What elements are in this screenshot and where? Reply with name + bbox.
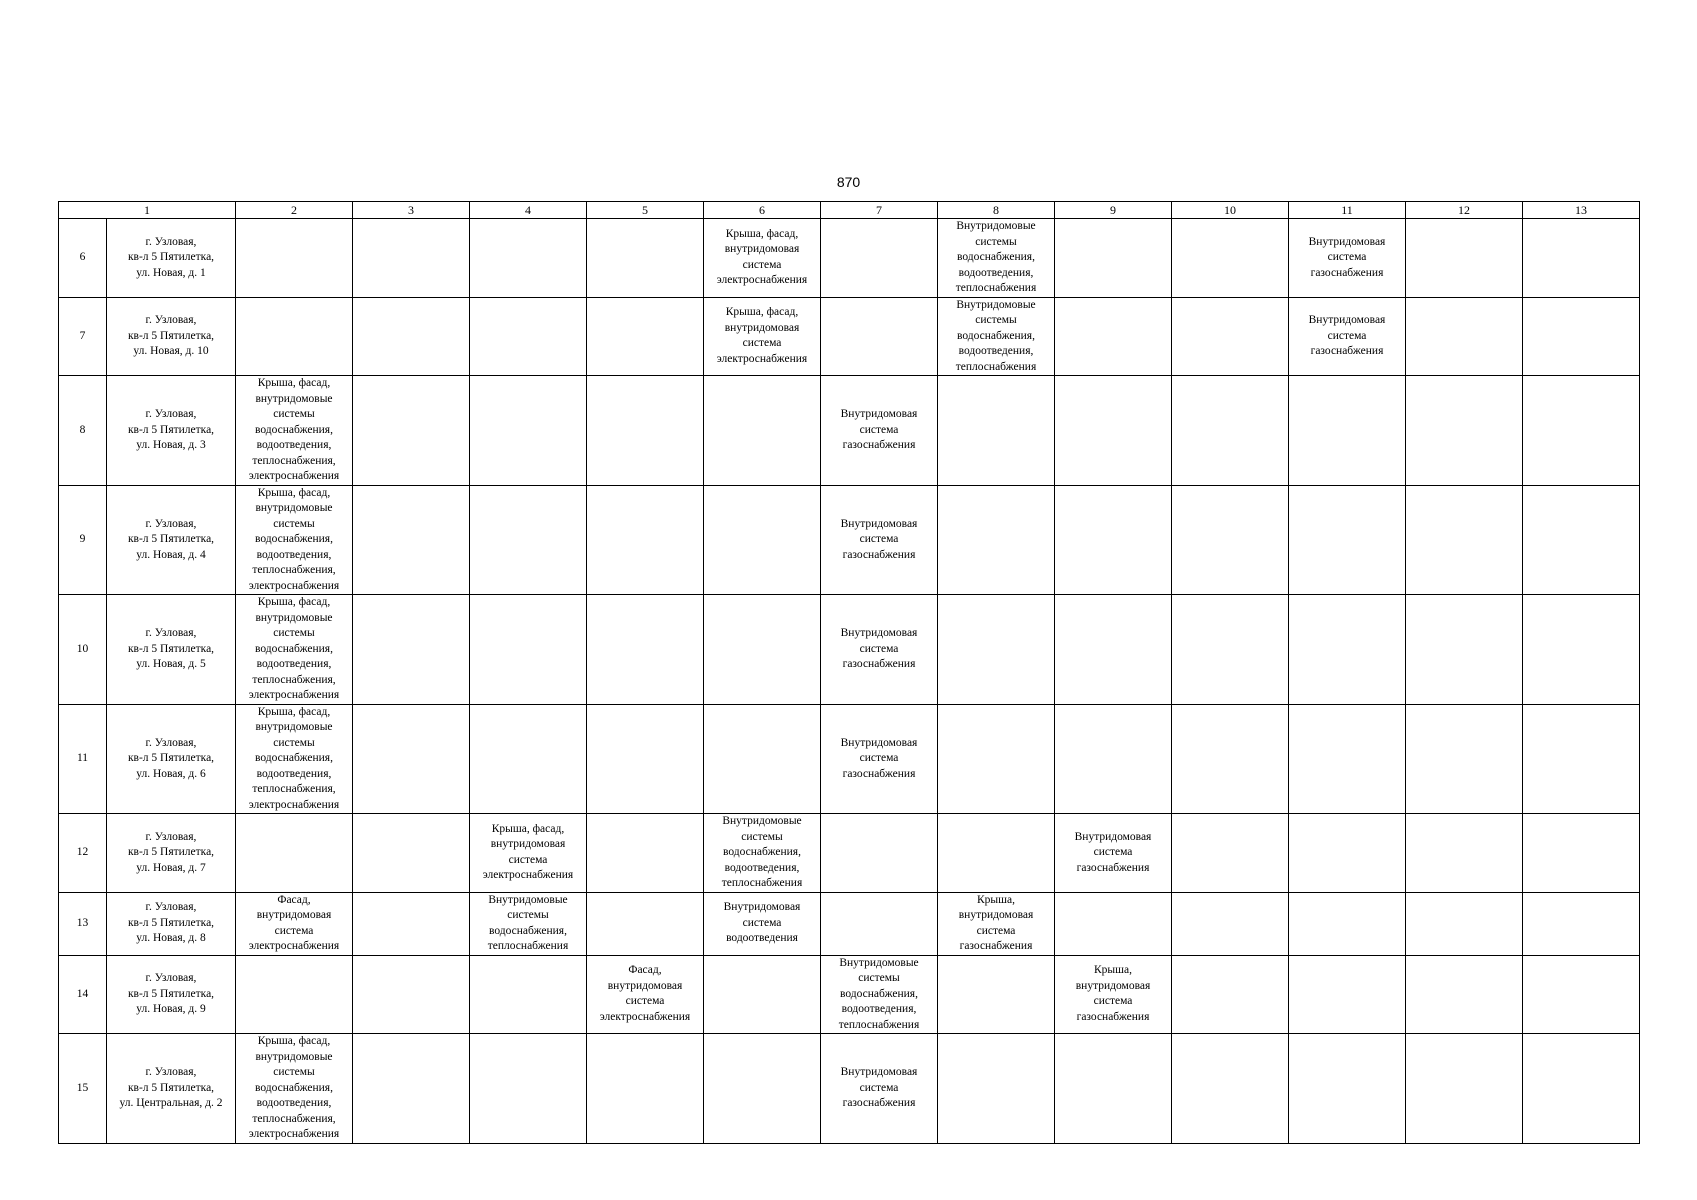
work-cell-col-12	[1406, 219, 1523, 298]
work-cell-col-13	[1523, 1034, 1640, 1144]
work-cell-col-6: Внутридомовые системы водоснабжения, водоотведения, теплоснабжения	[704, 814, 821, 893]
address-cell: г. Узловая, кв-л 5 Пятилетка, ул. Новая, д. 7	[107, 814, 236, 893]
table-row	[59, 376, 1640, 486]
work-cell-col-9	[1055, 219, 1172, 298]
header-cell: 5	[587, 202, 704, 219]
work-cell-col-11	[1289, 1034, 1406, 1144]
work-cell-col-10	[1172, 219, 1289, 298]
work-cell-col-2: Фасад, внутридомовая система электроснабжения	[236, 892, 353, 955]
work-cell-col-5: Фасад, внутридомовая система электроснабжения	[587, 955, 704, 1034]
work-cell-col-7: Внутридомовая система газоснабжения	[821, 704, 938, 814]
work-cell-col-8	[938, 376, 1055, 486]
row-number: 8	[59, 376, 107, 486]
work-cell-col-10	[1172, 892, 1289, 955]
work-cell-col-6: Внутридомовая система водоотведения	[704, 892, 821, 955]
work-cell-col-8	[938, 1034, 1055, 1144]
work-cell-col-11	[1289, 814, 1406, 893]
work-cell-col-5	[587, 814, 704, 893]
work-cell-col-10	[1172, 595, 1289, 705]
row-number: 10	[59, 595, 107, 705]
work-cell-col-9: Крыша, внутридомовая система газоснабжения	[1055, 955, 1172, 1034]
work-cell-col-6	[704, 376, 821, 486]
work-cell-col-7	[821, 219, 938, 298]
table-header	[59, 202, 1640, 219]
work-cell-col-4	[470, 704, 587, 814]
address-cell: г. Узловая, кв-л 5 Пятилетка, ул. Новая, д. 1	[107, 219, 236, 298]
work-cell-col-11	[1289, 955, 1406, 1034]
work-cell-col-11: Внутридомовая система газоснабжения	[1289, 297, 1406, 376]
work-cell-col-9	[1055, 297, 1172, 376]
work-cell-col-7: Внутридомовая система газоснабжения	[821, 1034, 938, 1144]
work-cell-col-7: Внутридомовая система газоснабжения	[821, 595, 938, 705]
work-cell-col-8	[938, 955, 1055, 1034]
work-cell-col-9	[1055, 704, 1172, 814]
work-cell-col-9	[1055, 1034, 1172, 1144]
work-cell-col-13	[1523, 595, 1640, 705]
work-cell-col-7: Внутридомовая система газоснабжения	[821, 485, 938, 595]
work-cell-col-11	[1289, 595, 1406, 705]
work-cell-col-9	[1055, 485, 1172, 595]
work-cell-col-8	[938, 485, 1055, 595]
work-cell-col-12	[1406, 376, 1523, 486]
row-number: 11	[59, 704, 107, 814]
work-cell-col-4	[470, 376, 587, 486]
work-cell-col-4	[470, 1034, 587, 1144]
table-row	[59, 704, 1640, 814]
work-cell-col-11	[1289, 704, 1406, 814]
address-cell: г. Узловая, кв-л 5 Пятилетка, ул. Новая, д. 8	[107, 892, 236, 955]
table-row	[59, 485, 1640, 595]
row-number: 15	[59, 1034, 107, 1144]
work-cell-col-9	[1055, 595, 1172, 705]
work-cell-col-11	[1289, 376, 1406, 486]
work-cell-col-13	[1523, 814, 1640, 893]
work-cell-col-2: Крыша, фасад, внутридомовые системы водоснабжения, водоотведения, теплоснабжения, электроснабжения	[236, 704, 353, 814]
header-cell: 4	[470, 202, 587, 219]
work-cell-col-9: Внутридомовая система газоснабжения	[1055, 814, 1172, 893]
address-cell: г. Узловая, кв-л 5 Пятилетка, ул. Новая, д. 5	[107, 595, 236, 705]
work-cell-col-12	[1406, 485, 1523, 595]
work-cell-col-4	[470, 219, 587, 298]
work-cell-col-8	[938, 704, 1055, 814]
work-cell-col-4	[470, 485, 587, 595]
work-cell-col-3	[353, 814, 470, 893]
work-cell-col-13	[1523, 297, 1640, 376]
work-cell-col-2: Крыша, фасад, внутридомовые системы водоснабжения, водоотведения, теплоснабжения, электроснабжения	[236, 1034, 353, 1144]
work-cell-col-11	[1289, 892, 1406, 955]
work-cell-col-3	[353, 595, 470, 705]
work-cell-col-12	[1406, 892, 1523, 955]
work-cell-col-13	[1523, 704, 1640, 814]
work-cell-col-5	[587, 595, 704, 705]
work-cell-col-6: Крыша, фасад, внутридомовая система электроснабжения	[704, 219, 821, 298]
address-cell: г. Узловая, кв-л 5 Пятилетка, ул. Новая, д. 10	[107, 297, 236, 376]
work-cell-col-4	[470, 955, 587, 1034]
work-cell-col-7: Внутридомовая система газоснабжения	[821, 376, 938, 486]
work-cell-col-13	[1523, 892, 1640, 955]
table-row	[59, 297, 1640, 376]
header-row	[59, 202, 1640, 219]
table-row	[59, 595, 1640, 705]
work-cell-col-13	[1523, 376, 1640, 486]
work-cell-col-7: Внутридомовые системы водоснабжения, водоотведения, теплоснабжения	[821, 955, 938, 1034]
schedule-table	[58, 201, 1640, 1144]
work-cell-col-2: Крыша, фасад, внутридомовые системы водоснабжения, водоотведения, теплоснабжения, электроснабжения	[236, 485, 353, 595]
header-cell: 10	[1172, 202, 1289, 219]
header-cell: 12	[1406, 202, 1523, 219]
work-cell-col-2: Крыша, фасад, внутридомовые системы водоснабжения, водоотведения, теплоснабжения, электроснабжения	[236, 595, 353, 705]
work-cell-col-2	[236, 297, 353, 376]
work-cell-col-8: Внутридомовые системы водоснабжения, водоотведения, теплоснабжения	[938, 297, 1055, 376]
header-cell: 3	[353, 202, 470, 219]
work-cell-col-5	[587, 1034, 704, 1144]
header-cell: 11	[1289, 202, 1406, 219]
work-cell-col-13	[1523, 485, 1640, 595]
work-cell-col-8: Крыша, внутридомовая система газоснабжения	[938, 892, 1055, 955]
work-cell-col-7	[821, 892, 938, 955]
work-cell-col-10	[1172, 376, 1289, 486]
work-cell-col-13	[1523, 219, 1640, 298]
address-cell: г. Узловая, кв-л 5 Пятилетка, ул. Новая, д. 9	[107, 955, 236, 1034]
work-cell-col-6	[704, 595, 821, 705]
work-cell-col-3	[353, 1034, 470, 1144]
row-number: 7	[59, 297, 107, 376]
work-cell-col-7	[821, 297, 938, 376]
work-cell-col-5	[587, 219, 704, 298]
work-cell-col-12	[1406, 297, 1523, 376]
work-cell-col-3	[353, 892, 470, 955]
work-cell-col-9	[1055, 892, 1172, 955]
table-row	[59, 219, 1640, 298]
work-cell-col-5	[587, 892, 704, 955]
work-cell-col-11	[1289, 485, 1406, 595]
work-cell-col-3	[353, 376, 470, 486]
page-number: 870	[836, 174, 861, 190]
work-cell-col-3	[353, 485, 470, 595]
work-cell-col-4: Крыша, фасад, внутридомовая система электроснабжения	[470, 814, 587, 893]
address-cell: г. Узловая, кв-л 5 Пятилетка, ул. Новая, д. 4	[107, 485, 236, 595]
work-cell-col-10	[1172, 704, 1289, 814]
work-cell-col-2	[236, 814, 353, 893]
work-cell-col-12	[1406, 955, 1523, 1034]
work-cell-col-12	[1406, 814, 1523, 893]
work-cell-col-2	[236, 219, 353, 298]
work-cell-col-12	[1406, 704, 1523, 814]
header-cell: 1	[59, 202, 236, 219]
work-cell-col-6	[704, 955, 821, 1034]
work-cell-col-6: Крыша, фасад, внутридомовая система электроснабжения	[704, 297, 821, 376]
header-cell: 7	[821, 202, 938, 219]
work-cell-col-6	[704, 704, 821, 814]
address-cell: г. Узловая, кв-л 5 Пятилетка, ул. Новая, д. 6	[107, 704, 236, 814]
work-cell-col-3	[353, 297, 470, 376]
table-body	[59, 219, 1640, 1144]
work-cell-col-4	[470, 595, 587, 705]
row-number: 12	[59, 814, 107, 893]
work-cell-col-8	[938, 595, 1055, 705]
work-cell-col-6	[704, 1034, 821, 1144]
table-row	[59, 955, 1640, 1034]
work-cell-col-8	[938, 814, 1055, 893]
row-number: 14	[59, 955, 107, 1034]
work-cell-col-9	[1055, 376, 1172, 486]
work-cell-col-10	[1172, 297, 1289, 376]
header-cell: 8	[938, 202, 1055, 219]
header-cell: 6	[704, 202, 821, 219]
work-cell-col-3	[353, 704, 470, 814]
address-cell: г. Узловая, кв-л 5 Пятилетка, ул. Центральная, д. 2	[107, 1034, 236, 1144]
work-cell-col-13	[1523, 955, 1640, 1034]
work-cell-col-4	[470, 297, 587, 376]
work-cell-col-8: Внутридомовые системы водоснабжения, водоотведения, теплоснабжения	[938, 219, 1055, 298]
work-cell-col-6	[704, 485, 821, 595]
work-cell-col-10	[1172, 485, 1289, 595]
header-cell: 2	[236, 202, 353, 219]
row-number: 9	[59, 485, 107, 595]
work-cell-col-7	[821, 814, 938, 893]
address-cell: г. Узловая, кв-л 5 Пятилетка, ул. Новая, д. 3	[107, 376, 236, 486]
work-cell-col-10	[1172, 1034, 1289, 1144]
work-cell-col-2: Крыша, фасад, внутридомовые системы водоснабжения, водоотведения, теплоснабжения, электроснабжения	[236, 376, 353, 486]
work-cell-col-2	[236, 955, 353, 1034]
table-row	[59, 892, 1640, 955]
work-cell-col-12	[1406, 1034, 1523, 1144]
header-cell: 9	[1055, 202, 1172, 219]
work-cell-col-5	[587, 297, 704, 376]
work-cell-col-3	[353, 955, 470, 1034]
work-cell-col-5	[587, 376, 704, 486]
table-row	[59, 814, 1640, 893]
header-cell: 13	[1523, 202, 1640, 219]
work-cell-col-10	[1172, 955, 1289, 1034]
work-cell-col-5	[587, 704, 704, 814]
work-cell-col-5	[587, 485, 704, 595]
work-cell-col-11: Внутридомовая система газоснабжения	[1289, 219, 1406, 298]
work-cell-col-10	[1172, 814, 1289, 893]
work-cell-col-4: Внутридомовые системы водоснабжения, теплоснабжения	[470, 892, 587, 955]
table-row	[59, 1034, 1640, 1144]
row-number: 13	[59, 892, 107, 955]
row-number: 6	[59, 219, 107, 298]
work-cell-col-3	[353, 219, 470, 298]
work-cell-col-12	[1406, 595, 1523, 705]
